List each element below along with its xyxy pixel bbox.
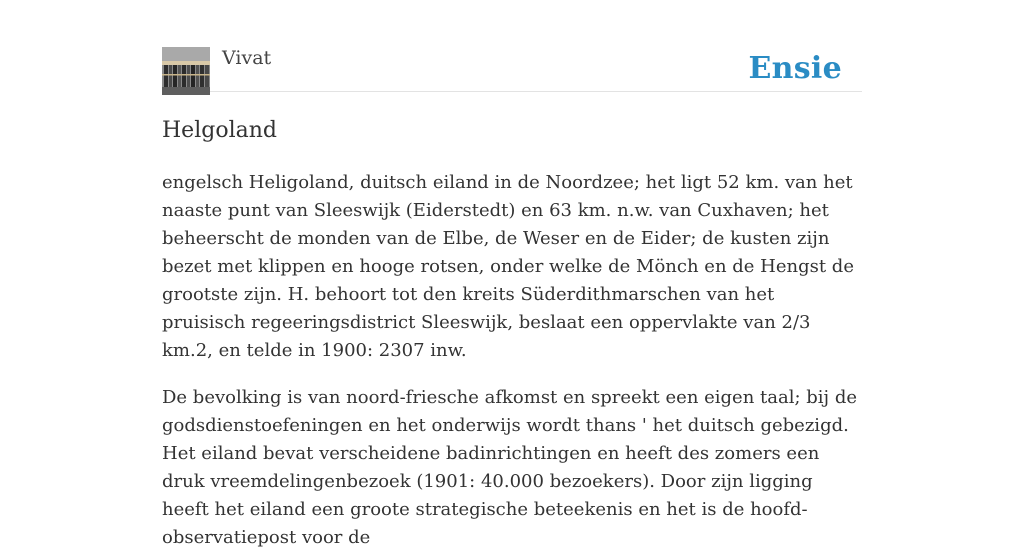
author-avatar[interactable] — [162, 47, 210, 95]
header — [162, 0, 862, 92]
book-spines-icon — [162, 47, 210, 95]
article-paragraph: engelsch Heligoland, duitsch eiland in de Noordzee; het ligt 52 km. van het naaste punt van Sleeswijk (Eiderstedt) en 63 km. n.w. van Cuxhaven; het beheerscht de monden van de Elbe, de Weser en de Eider; de kusten zijn bezet met klippen en hooge rotsen, onder welke de Mönch en de Hengst de grootste zijn. H. behoort tot den kreits Süderdithmarschen van het pruisisch regeeringsdistrict Sleeswijk, beslaat een oppervlakte van 2/3 km.2, en telde in 1900: 2307 inw. — [162, 172, 854, 361]
page — [162, 0, 862, 548]
article-title: Helgoland — [162, 118, 277, 143]
article-body — [162, 169, 862, 552]
author-name[interactable]: Vivat — [222, 47, 272, 69]
brand-logo[interactable]: Ensie — [748, 51, 842, 86]
article-paragraph: De bevolking is van noord-friesche afkomst en spreekt een eigen taal; bij de godsdienstoefeningen en het onderwijs wordt thans ' het duitsch gebezigd. Het eiland bevat verscheidene badinrichtingen en heeft des zomers een druk vreemdelingenbezoek (1901: 40.000 bezoekers). Door zijn ligging heeft het eiland een groote strategische beteekenis en het is de hoofd-observatiepost voor de — [162, 387, 858, 548]
